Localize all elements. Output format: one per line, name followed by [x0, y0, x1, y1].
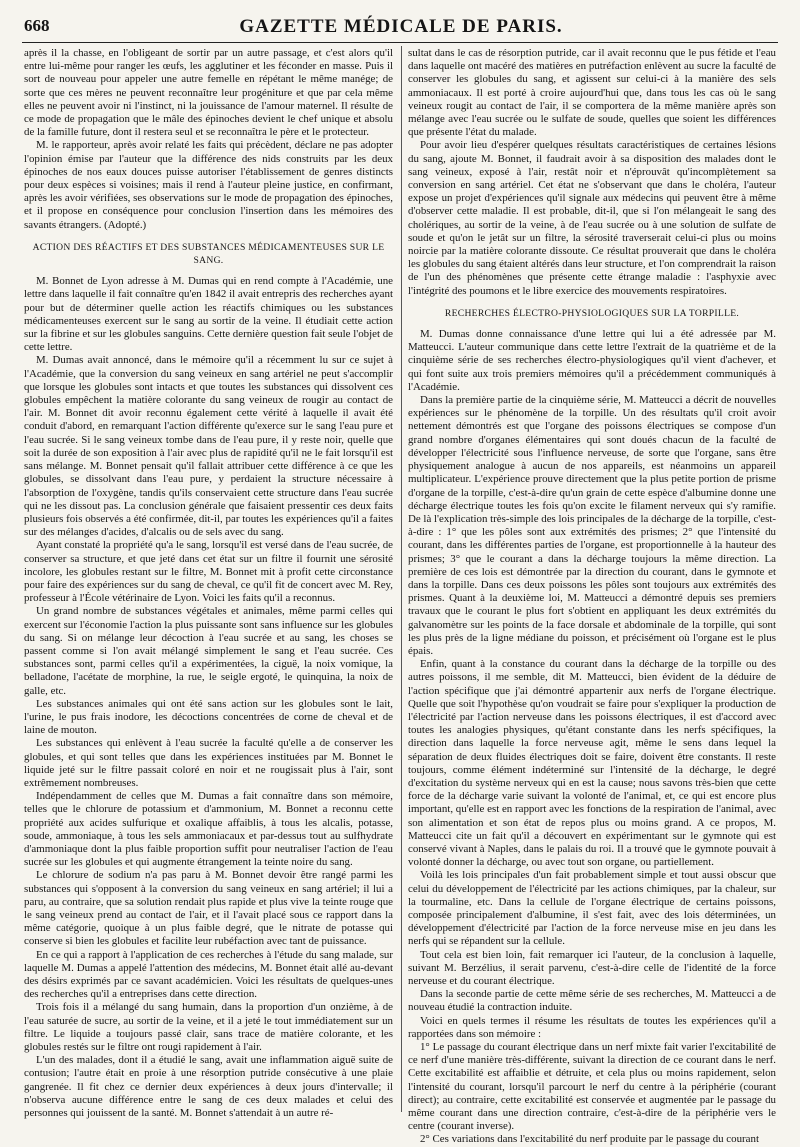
article-paragraph: En ce qui a rapport à l'application de ces recherches à l'étude du sang malade, sur laquelle M. Dumas a appelé l'attention des médecins, M. Bonnet était allé au-devant des désirs exprimés par ce savant académicien. Voici les résultats de quelques-unes des recherches qu'il a entreprises dans cette direction.	[24, 948, 393, 1001]
article-paragraph: Les substances qui enlèvent à l'eau sucrée la faculté qu'elle a de conserver les globules, et qui sont telles que dans les expériences instituées par M. Bonnet le liquide jeté sur le filtre passait coloré en noir et ne rougissait plus à l'air, sont extrêmement nombreuses.	[24, 737, 393, 789]
article-paragraph: Le chlorure de sodium n'a pas paru à M. Bonnet devoir être rangé parmi les substances qui s'opposent à la conversion du sang veineux en sang artériel; il lui a paru, au contraire, que sa solution rendait plus rapide et plus vive la teinte rouge que le sang veineux prend au contact de l'air, et il l'avait placé sous ce rapport dans la même catégorie, quoique à un plus faible degré, que le nitrate de potasse qui conserve si bien les globules et facilite leur rubéfaction avec tant de puissance.	[24, 869, 393, 948]
article-paragraph: M. Dumas avait annoncé, dans le mémoire qu'il a récemment lu sur ce sujet à l'Académie, que la conversion du sang veineux en sang artériel ne peut s'accomplir que lorsque les globules sont intacts et que toutes les substances qui dissolvent ces globules empêchent la matière colorante du sang veineux de rougir au contact de l'air. M. Bonnet dit avoir reconnu également cette vérité à laquelle il avait été conduit d'abord, en remarquant l'action différente qu'exerce sur le sang l'eau pure et l'eau sucrée. Si le sang veineux tombe dans de l'eau pure, il y reste noir, quelle que soit la durée de son exposition à l'air avec plus de rapidité qu'il ne le fait lorsqu'il est sans mélange. M. Bonnet pensait qu'il fallait attribuer cette différence à ce que les globules, se dissolvant dans l'eau pure, y perdaient la structure nécessaire à l'absorption de l'oxygène, tandis qu'ils conservaient cette structure dans l'eau sucrée qui ne les dissout pas. La conclusion générale que faisaient pressentir ces deux faits plusieurs fois observés a été confirmée, dit-il, par toutes les expériences qu'il a faites sur des mélanges d'acides, d'alcalis ou de sels avec du sang.	[24, 354, 393, 539]
page-header	[24, 16, 778, 38]
article-paragraph: M. Bonnet de Lyon adresse à M. Dumas qui en rend compte à l'Académie, une lettre dans laquelle il fait connaître qu'en 1842 il avait entrepris des recherches ayant pour but de déterminer quelle action les réactifs chimiques ou les substances médicamenteuses exercent sur le sang au sortir de la veine. Il étudiait cette action sur la fibrine et sur les globules sanguins. Cette dernière question fait seule l'objet de cette lettre.	[24, 275, 393, 354]
journal-title: GAZETTE MÉDICALE DE PARIS.	[239, 16, 563, 37]
article-paragraph: Ayant constaté la propriété qu'a le sang, lorsqu'il est versé dans de l'eau sucrée, de conserver sa structure, et que jeté dans cet état sur un filtre il fournit une sérosité incolore, les globules restant sur le filtre, M. Bonnet mit à profit cette circonstance pour faire des expériences sur du sang de cheval, ce qu'il fit de concert avec M. Rey, professeur à l'École vétérinaire de Lyon. Voici les faits qu'il a reconnus.	[24, 539, 393, 605]
article-paragraph: Les substances animales qui ont été sans action sur les globules sont le lait, l'urine, le pus frais inodore, les décoctions concentrées de corne de cheval et de laine de mouton.	[24, 697, 393, 737]
column-divider	[401, 46, 402, 1112]
section-heading: ACTION DES RÉACTIFS ET DES SUBSTANCES MÉDICAMENTEUSES SUR LE SANG.	[32, 241, 385, 267]
article-paragraph: Tout cela est bien loin, fait remarquer ici l'auteur, de la conclusion à laquelle, suivant M. Berzélius, il serait parvenu, c'est-à-dire celle de l'identité de la force nerveuse et du courant électrique.	[408, 948, 776, 988]
article-paragraph: L'un des malades, dont il a étudié le sang, avait une inflammation aiguë suite de contusion; l'autre était en proie à une résorption putride consécutive à une plaie gangrenée. Il fit chez ce dernier deux expériences à deux jours d'intervalle; il n'observa aucune différence entre le sang de ces deux malades et celui des personnes qui jouissent de la santé. M. Bonnet s'attendait à un autre ré-	[24, 1054, 393, 1120]
article-paragraph: 1° Le passage du courant électrique dans un nerf mixte fait varier l'excitabilité de ce nerf d'une manière très-différente, suivant la direction de ce courant dans le nerf. Cette excitabilité est affaiblie et détruite, et cela plus ou moins rapidement, selon l'intensité du courant, lorsqu'il parcourt le nerf du centre à la périphérie (courant direct); au contraire, cette excitabilité est conservée et augmentée par le passage du même courant dans une direction contraire, c'est-à-dire de la périphérie vers le centre (courant inverse).	[408, 1041, 776, 1133]
article-paragraph: 2° Ces variations dans l'excitabilité du nerf produite par le passage du courant	[419, 1133, 759, 1146]
article-paragraph: Dans la première partie de la cinquième série, M. Matteucci a décrit de nouvelles expériences sur le phénomène de la torpille. Un des résultats qu'il croit avoir nettement démontrés est que l'organe des poissons électriques se compose d'un grand nombre d'organes élémentaires qui sont doués chacun de la faculté de développer l'électricité sous l'influence nerveuse, de sorte que l'organe, sans être physiquement analogue à aucun de nos appareils, est néanmoins un appareil multiplicateur. L'expérience prouve directement que la plus petite portion de prisme d'organe de la torpille, c'est-à-dire qu'un grain de cette espèce d'albumine donne une décharge électrique toutes les fois qu'on excite le filament nerveux qui s'y ramifie. De là l'explication très-simple des lois principales de la décharge de la torpille, c'est-à-dire : 1° que les pôles sont aux extrémités des prismes; 2° que l'intensité du courant, dans les différentes parties de l'organe, est proportionnelle à la hauteur des prismes; 3° que le courant a dans la décharge toujours la même direction. La première de ces lois est démontrée par la direction du courant, dans le gymnote et dans la torpille. Dans ces deux poissons les pôles sont toujours aux extrémités des prismes. Quant à la deuxième loi, M. Matteucci a démontré depuis ses premiers travaux que le courant le plus fort s'obtient en appliquant les deux extrémités du galvanomètre sur les points de la face dorsale et abdominale de la torpille, qui sont les plus près de la ligne médiane du poisson, et précisément où l'organe est le plus épais.	[408, 394, 776, 657]
article-paragraph: M. Dumas donne connaissance d'une lettre qui lui a été adressée par M. Matteucci. L'auteur communique dans cette lettre l'extrait de la quatrième et de la cinquième série de ses recherches électro-physiologiques qu'il vient d'achever, et qui font suite aux trois premiers mémoires qu'il a précédemment communiqués à l'Académie.	[408, 328, 776, 393]
article-paragraph: sultat dans le cas de résorption putride, car il avait reconnu que le pus fétide et l'eau dans laquelle ont macéré des matières en putréfaction enlèvent au sucre la faculté de conserver les globules du sang, et agissent sur celui-ci à la manière des sels ammoniacaux. Il est porté à croire aujourd'hui que, dans tous les cas où le sang veineux rougit au contact de l'air, il se comportera de la même manière après son mélange avec l'eau sucrée ou le sulfate de soude, quelles que soient les différences que présente l'état du malade.	[408, 47, 776, 139]
article-paragraph: Un grand nombre de substances végétales et animales, même parmi celles qui exercent sur l'économie l'action la plus puissante sont sans influence sur les globules du sang. Si on mélange leur décoction à l'eau sucrée et au sang, les choses se passent comme si l'on avait mélangé simplement le sang et l'eau sucrée. Ces substances sont, parmi celles qu'il a expérimentées, la ciguë, la noix vomique, la belladone, l'acétate de morphine, la rue, le seigle ergoté, le quinquina, la noix de galle, etc.	[24, 605, 393, 697]
article-paragraph: Pour avoir lieu d'espérer quelques résultats caractéristiques de certaines lésions du sang, ajoute M. Bonnet, il faudrait avoir à sa disposition des malades dont le sang veineux, exposé à l'air, restât noir et n'éprouvât qu'incomplètement sa conversion en sang artériel. Cet état ne s'observant que dans le choléra, l'auteur expose un projet d'expériences qu'il signale aux médecins qui peuvent être à même d'observer cette maladie. Il est probable, dit-il, que si l'on mélangeait le sang des cholériques, au sortir de la veine, à de l'eau sucrée ou à une solution de sulfate de soude et qu'on le jetât sur un filtre, la sérosité traverserait celui-ci plus ou moins noircie par la matière colorante dissoute. Ce résultat prouverait que dans le choléra les globules du sang étaient altérés dans leur structure, et l'on comprendrait la raison de l'un des phénomènes que présente cette étrange maladie : l'asphyxie avec l'intégrité des poumons et le libre exercice des mouvements respiratoires.	[408, 139, 776, 297]
header-rule	[22, 42, 778, 43]
article-paragraph: Voilà les lois principales d'un fait probablement simple et tout aussi obscur que celui du développement de l'électricité par les actions chimiques, par la chaleur, sur la tourmaline, etc. Dans la cellule de l'organe électrique de certains poissons, composée principalement d'albumine, il s'est fait, avec des lois déterminées, un développement d'électricité par l'action de la force nerveuse mise en jeu dans les nerfs qui se répandent sur la cellule.	[408, 869, 776, 948]
page-number: 668	[24, 16, 50, 35]
left-column	[24, 47, 393, 1120]
article-paragraph: Indépendamment de celles que M. Dumas a fait connaître dans son mémoire, telles que le chlorure de potassium et d'ammonium, M. Bonnet a reconnu cette propriété aux acides sulfurique et oxalique affaiblis, à tous les alcalis, potasse, soude, ammoniaque, à tous les sels ammoniacaux et par-dessus tout au sulfhydrate d'ammoniaque dont la plus faible proportion suffit pour neutraliser l'action de l'eau sucrée sur les globules et qui augmente étrangement la teinte noire du sang.	[24, 790, 393, 869]
article-paragraph: Trois fois il a mélangé du sang humain, dans la proportion d'un onzième, à de l'eau saturée de sucre, au sortir de la veine, et il a jeté le tout immédiatement sur un filtre. Le liquide a toujours passé clair, sans trace de matière colorante, et les globules restés sur le filtre ont rougi rapidement à l'air.	[24, 1001, 393, 1054]
article-paragraph: après il la chasse, en l'obligeant de sortir par un autre passage, et c'est alors qu'il entre lui-même pour ranger les œufs, les agglutiner et les féconder en masse. Puis il sort de nouveau pour appeler une autre femelle en répétant le même manége; de sorte que ces mères ne peuvent reconnaître leur progéniture et que par cela même elles ne peuvent avoir ni l'instinct, ni la jouissance de l'amour maternel. Il résulte de ce mode de propagation que le mâle des épinoches devient le chef unique et absolu de la famille future, dont il restera seul et se reconnaîtra le père et le protecteur.	[24, 47, 393, 139]
right-column	[408, 47, 776, 1146]
article-paragraph: M. le rapporteur, après avoir relaté les faits qui précèdent, déclare ne pas adopter l'opinion émise par l'auteur que la différence des nids construits par les deux épinoches de nos eaux douces puisse autoriser l'établissement de genres distincts pour deux espèces si voisines; mais il rend à l'auteur pleine justice, en confirmant, après les avoir vérifiées, ses observations sur le mode de propagation des épinoches, et il propose en conséquence pour conclusion l'insertion dans les mémoires des savants étrangers. (Adopté.)	[24, 139, 393, 231]
article-paragraph: Dans la seconde partie de cette même série de ses recherches, M. Matteucci a de nouveau étudié la contraction induite.	[408, 988, 776, 1014]
article-paragraph: Voici en quels termes il résume les résultats de toutes les expériences qu'il a rapportées dans son mémoire :	[408, 1014, 776, 1040]
article-paragraph: Enfin, quant à la constance du courant dans la décharge de la torpille ou des autres poissons, il me semble, dit M. Matteucci, bien évident de la déduire de l'action spécifique que j'ai démontré appartenir aux nerfs de l'organe électrique. Quelle que soit l'hypothèse qu'on voudrait se faire pour s'expliquer la production de l'électricité par l'action nerveuse dans les poissons électriques, il est d'accord avec toutes les analogies physiques, qu'étant constante dans les nerfs spécifiques, la direction dans laquelle la force nerveuse agit, même le sens dans lequel la séparation de deux fluides électriques doit se faire, doivent être constants. Il reste toujours, comme élément indéterminé sur l'intensité de la décharge, le degré d'excitation du système nerveux qui en est la cause; nous savons très-bien que cette force de la décharge varie suivant la volonté de l'animal, et, ce qui est encore plus important, qu'elle est en rapport avec les fonctions de la respiration de l'animal, avec son alimentation et son état de repos plus ou moins grand. A ce propos, M. Matteucci cite un fait qu'il a découvert en expérimentant sur le gymnote qui est conservé vivant à Naples, dans le palais du roi. Il a trouvé que le gymnote pouvait à volonté donner la décharge, ou avec tout son organe, ou partiellement.	[408, 658, 776, 869]
section-heading: RECHERCHES ÉLECTRO-PHYSIOLOGIQUES SUR LA TORPILLE.	[444, 307, 740, 319]
